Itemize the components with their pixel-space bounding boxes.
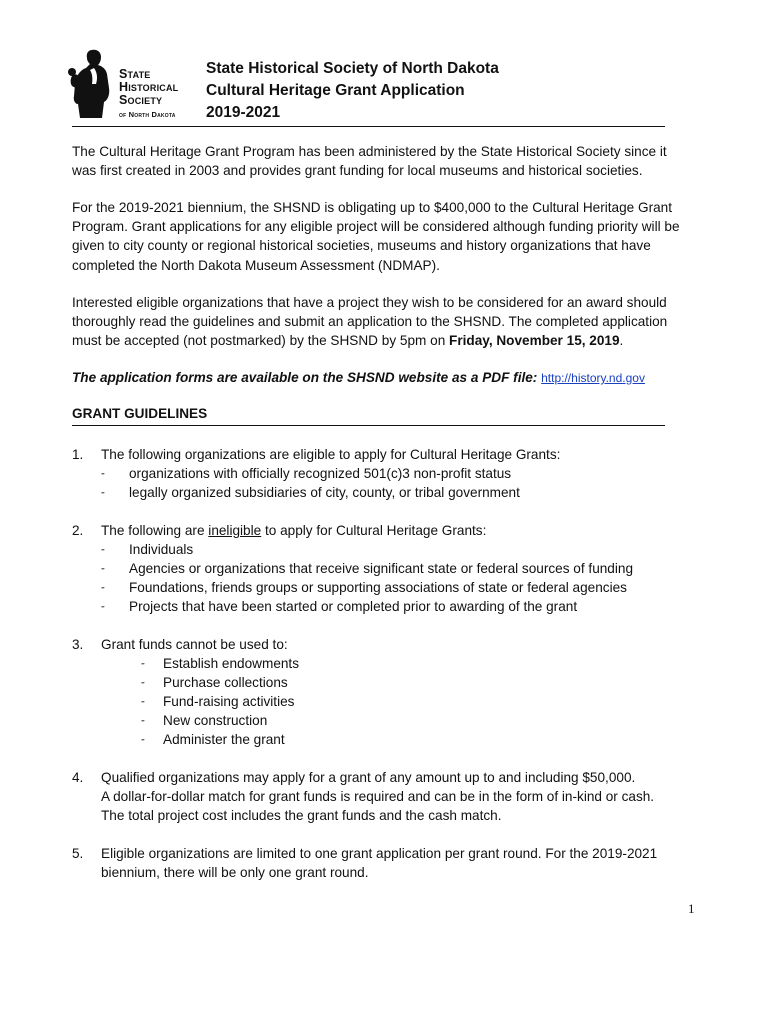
title-line-1: State Historical Society of North Dakota xyxy=(206,60,499,77)
guideline-2-number: 2. xyxy=(72,523,84,538)
guideline-3-item: Purchase collections xyxy=(163,675,288,690)
guideline-2-text xyxy=(101,521,486,540)
intro-paragraph-1: The Cultural Heritage Grant Program has been administered by the State Historical Society since it was first created in 2003 and provides grant funding for local museums and historical societies. xyxy=(72,144,667,179)
guideline-4-line: Qualified organizations may apply for a grant of any amount up to and including $50,000. xyxy=(101,770,636,785)
guideline-5-line: biennium, there will be only one grant round. xyxy=(101,865,369,880)
guideline-2-item: Projects that have been started or completed prior to awarding of the grant xyxy=(129,599,578,614)
header-divider xyxy=(72,126,665,127)
guideline-3-item: New construction xyxy=(163,713,268,728)
document-title xyxy=(206,58,499,124)
logo-line-4: of North Dakota xyxy=(119,110,176,119)
pdf-note xyxy=(72,368,692,388)
bullet-dash-icon: - xyxy=(138,656,148,670)
bullet-dash-icon: - xyxy=(98,599,108,613)
guideline-1-item: organizations with officially recognized 501(c)3 non-profit status xyxy=(129,466,512,481)
bullet-dash-icon: - xyxy=(98,466,108,480)
guideline-3-text: Grant funds cannot be used to: xyxy=(101,637,288,652)
guideline-3-item: Administer the grant xyxy=(163,732,285,747)
ineligible-term: ineligible xyxy=(208,523,262,538)
guideline-4-line: A dollar-for-dollar match for grant funds is required and can be in the form of in-kind or cash. xyxy=(101,789,655,804)
guideline-2-item: Foundations, friends groups or supporting associations of state or federal agencies xyxy=(129,580,627,595)
guideline-4-number: 4. xyxy=(72,770,84,785)
guideline-1-text: The following organizations are eligible to apply for Cultural Heritage Grants: xyxy=(101,447,561,462)
guideline-2-text-end: to apply for Cultural Heritage Grants: xyxy=(261,523,487,538)
intro-paragraph-3-end: . xyxy=(619,333,624,349)
section-heading: GRANT GUIDELINES xyxy=(72,406,208,421)
title-line-3: 2019-2021 xyxy=(206,104,281,121)
title-line-2: Cultural Heritage Grant Application xyxy=(206,82,465,99)
bullet-dash-icon: - xyxy=(138,732,148,746)
intro-paragraph-3 xyxy=(72,293,692,351)
bullet-dash-icon: - xyxy=(138,694,148,708)
bullet-dash-icon: - xyxy=(138,675,148,689)
guideline-5-number: 5. xyxy=(72,846,84,861)
bullet-dash-icon: - xyxy=(98,561,108,575)
guideline-3-number: 3. xyxy=(72,637,84,652)
guideline-1-item: legally organized subsidiaries of city, county, or tribal government xyxy=(129,485,520,500)
bullet-dash-icon: - xyxy=(98,542,108,556)
section-divider xyxy=(72,425,665,426)
guideline-2-item: Agencies or organizations that receive significant state or federal sources of funding xyxy=(129,561,634,576)
guideline-5-line: Eligible organizations are limited to one grant application per grant round. For the 2019-2021 xyxy=(101,846,658,861)
bullet-dash-icon: - xyxy=(98,580,108,594)
intro-paragraph-2: For the 2019-2021 biennium, the SHSND is obligating up to $400,000 to the Cultural Heritage Grant Program. Grant applications for any eligible project will be considered although funding priority will be given to city county or regional historical societies, museums and history organizations that have completed the North Dakota Museum Assessment (NDMAP). xyxy=(72,200,680,273)
logo-wordmark xyxy=(119,68,178,121)
guideline-4-line: The total project cost includes the grant funds and the cash match. xyxy=(101,808,502,823)
history-website-link[interactable]: http://history.nd.gov xyxy=(541,371,645,385)
guideline-2-text-start: The following are xyxy=(101,523,209,538)
guideline-1-number: 1. xyxy=(72,447,84,462)
intro-paragraph-3-text: Interested eligible organizations that have a project they wish to be considered for an award should thoroughly read the guidelines and submit an application to the SHSND. The completed application must be accepted (not postmarked) by the SHSND by 5pm on xyxy=(72,295,668,349)
guideline-2-item: Individuals xyxy=(129,542,194,557)
logo-line-3: Society xyxy=(119,93,163,107)
logo-line-2: Historical xyxy=(119,80,179,94)
deadline-date: Friday, November 15, 2019 xyxy=(449,333,620,349)
page-number: 1 xyxy=(688,901,695,916)
bullet-dash-icon: - xyxy=(138,713,148,727)
guideline-3-item: Establish endowments xyxy=(163,656,300,671)
bullet-dash-icon: - xyxy=(98,485,108,499)
guideline-3-item: Fund-raising activities xyxy=(163,694,295,709)
pdf-note-text: The application forms are available on the SHSND website as a PDF file: xyxy=(72,370,538,385)
logo-line-1: State xyxy=(119,67,151,81)
